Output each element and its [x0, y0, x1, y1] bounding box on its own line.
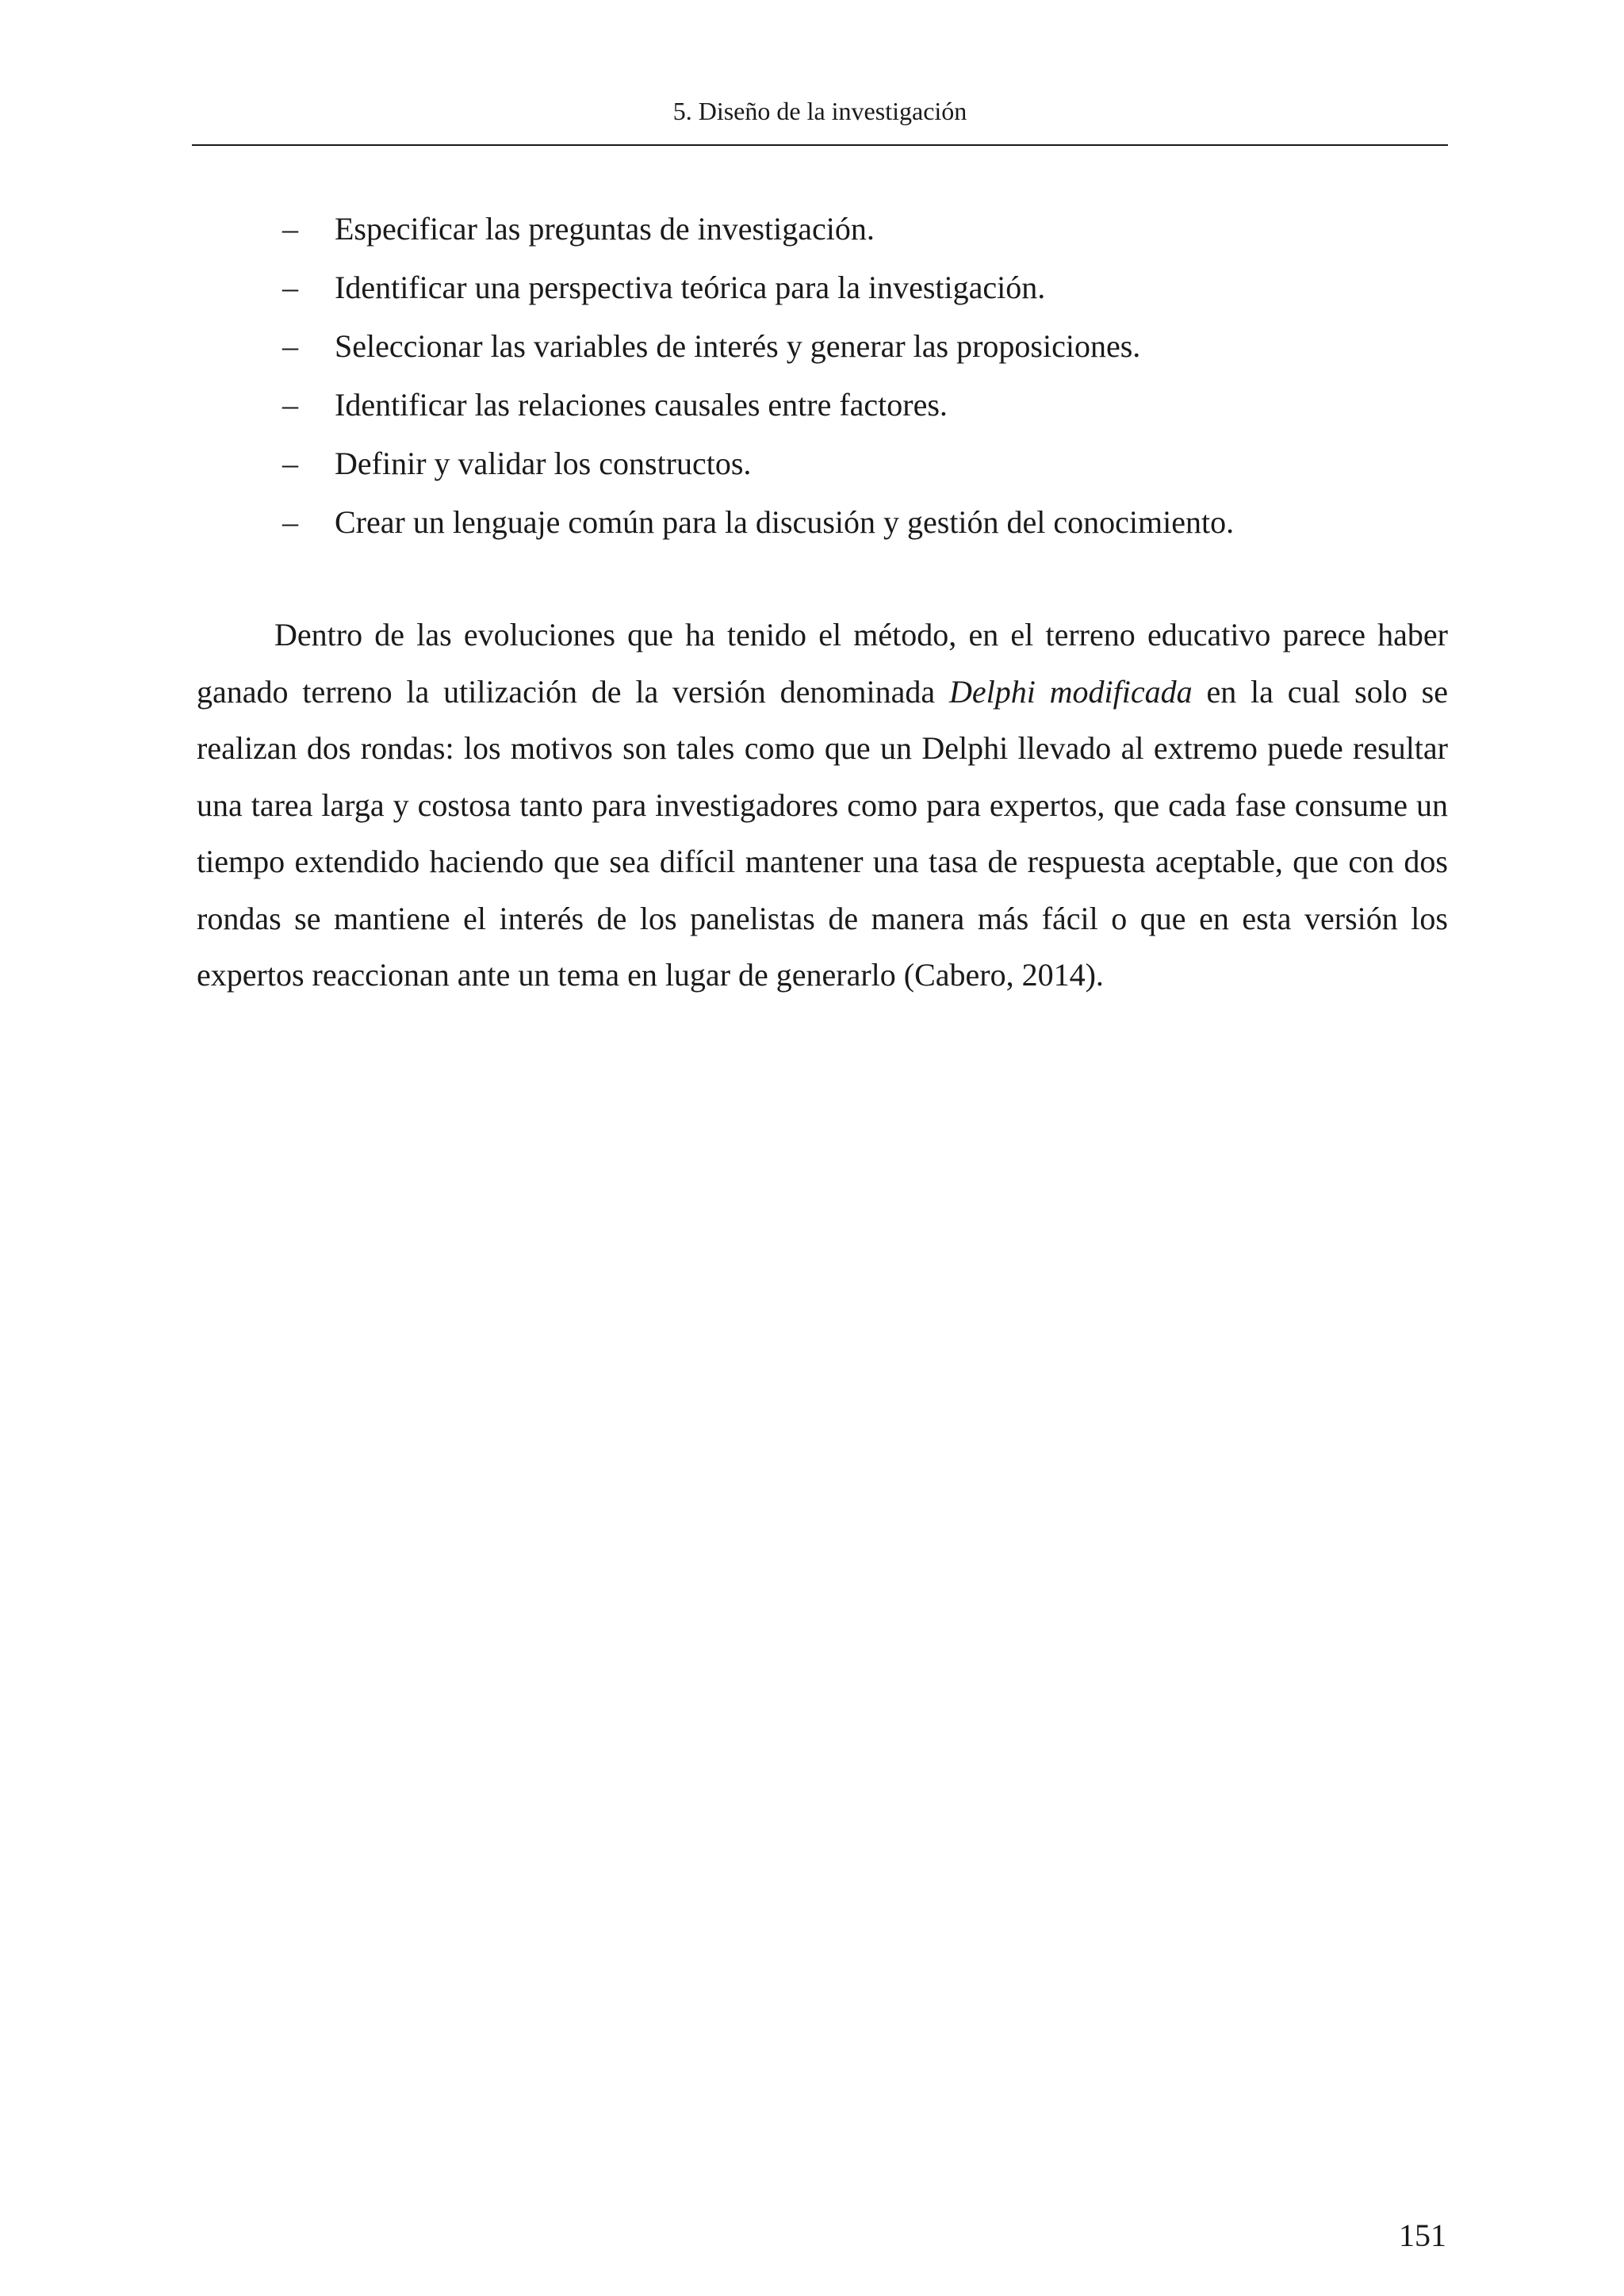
list-item — [282, 200, 1448, 258]
running-header: 5. Diseño de la investigación — [672, 97, 967, 125]
body-paragraph — [197, 607, 1448, 1004]
list-item — [282, 317, 1448, 376]
header-rule — [192, 144, 1448, 146]
list-item — [282, 493, 1448, 552]
dash-bullet-icon: – — [282, 387, 298, 423]
list-item — [282, 258, 1448, 317]
list-item-text: Seleccionar las variables de interés y generar las proposiciones. — [335, 328, 1141, 364]
list-item-text: Identificar las relaciones causales entre factores. — [335, 387, 948, 423]
page-number: 151 — [1399, 2218, 1446, 2253]
list-item — [282, 434, 1448, 493]
list-item-text: Especificar las preguntas de investigación. — [335, 211, 875, 247]
list-item-text: Crear un lenguaje común para la discusión y gestión del conocimiento. — [335, 504, 1235, 540]
dash-bullet-icon: – — [282, 328, 298, 364]
list-item-text: Definir y validar los constructos. — [335, 446, 752, 481]
list-item — [282, 376, 1448, 434]
dash-bullet-icon: – — [282, 270, 298, 305]
dash-bullet-icon: – — [282, 504, 298, 540]
bullet-list — [282, 200, 1448, 552]
list-item-text: Identificar una perspectiva teórica para la investigación. — [335, 270, 1046, 305]
dash-bullet-icon: – — [282, 211, 298, 247]
paragraph-italic-term: Delphi modificada — [948, 673, 1193, 710]
paragraph-text-after: en la cual solo se realizan dos rondas: los motivos son tales como que un Delphi llevado al extremo puede resultar una tarea larga y costosa tanto para investigadores como para expertos, que cada fase consume un tiempo extendido haciendo que sea difícil mantener una tasa de respuesta aceptable, que con dos rondas se mantiene el interés de los panelistas de manera más fácil o que en esta versión los expertos reaccionan ante un tema en lugar de generarlo (Cabero, 2014). — [197, 673, 1448, 993]
paragraph-text-before: Dentro de las evoluciones que ha tenido el método, en el terreno educativo parece haber ganado terreno la utilización de la versión denominada — [197, 617, 1448, 710]
dash-bullet-icon: – — [282, 446, 298, 481]
